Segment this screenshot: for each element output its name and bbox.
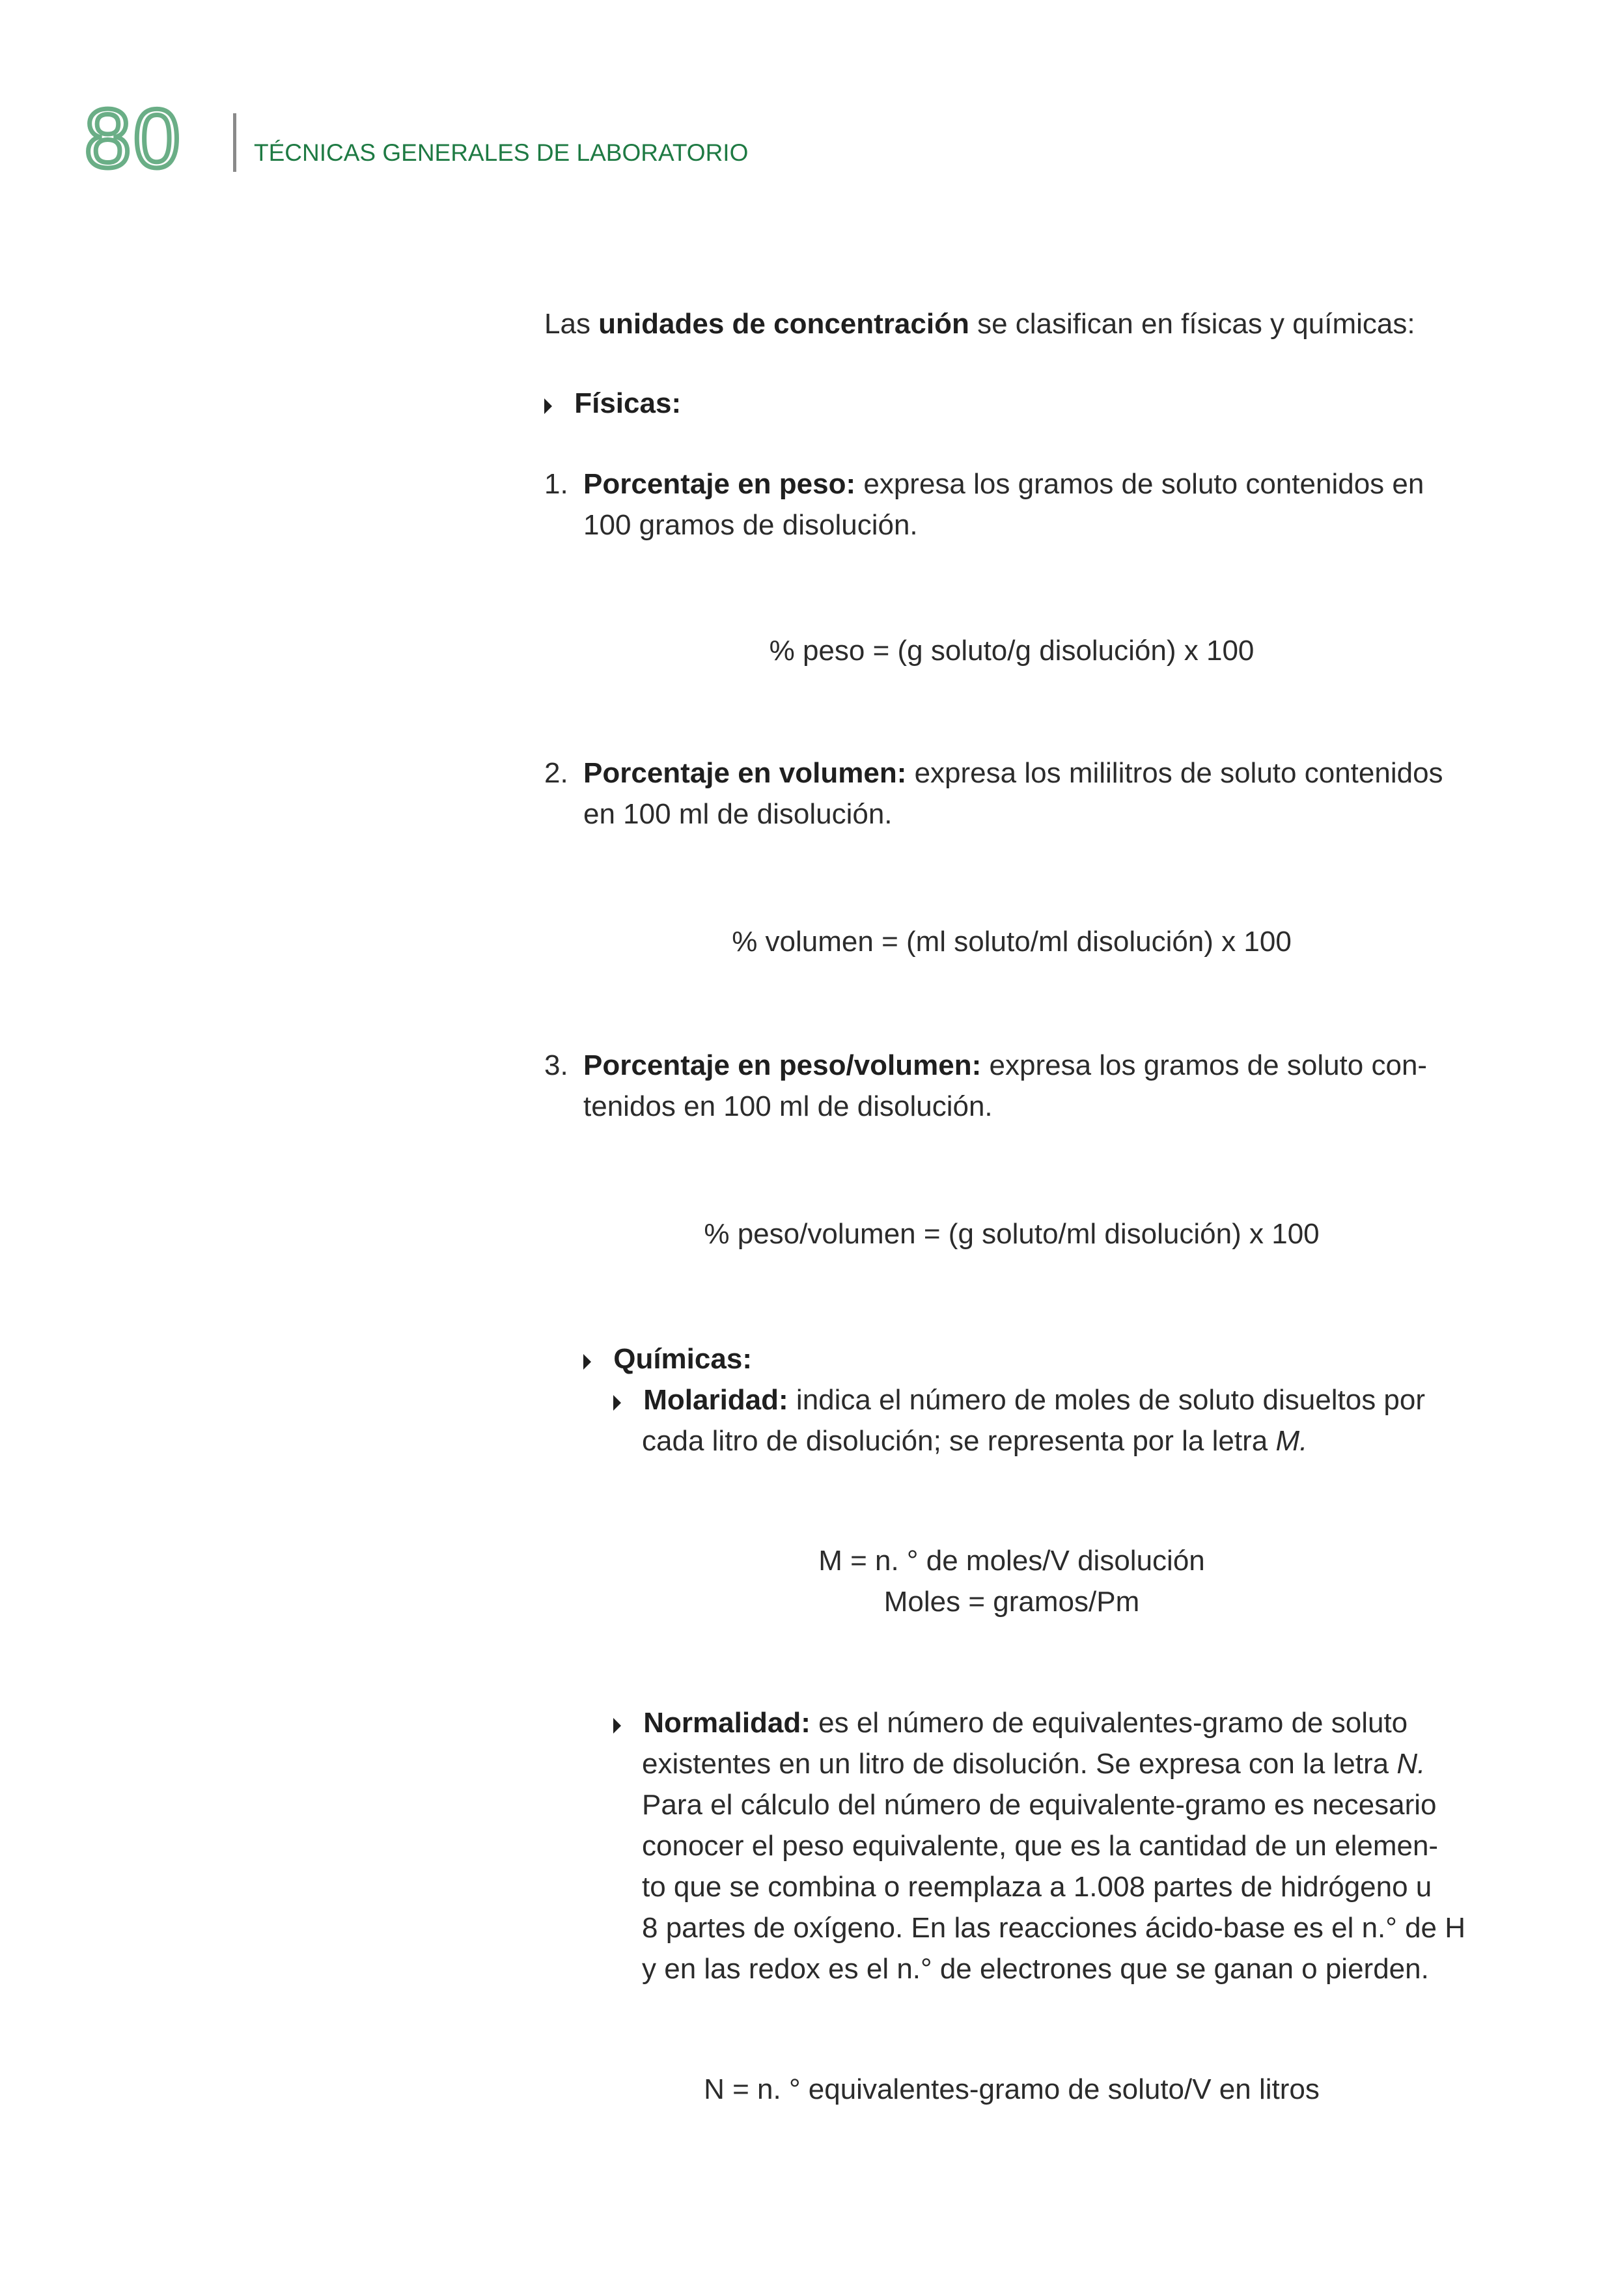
molaridad-letter: M. [1275,1425,1308,1457]
intro-bold-term: unidades de concentración [598,308,969,340]
item-line-2: tenidos en 100 ml de disolución. [583,1090,993,1122]
formula: Moles = gramos/Pm [883,1586,1140,1618]
item-text: expresa los gramos de soluto con- [981,1049,1428,1081]
item-title: Porcentaje en volumen: [583,757,907,789]
normalidad-letter: N. [1396,1748,1426,1780]
page-number: 80 [85,92,183,186]
bullet-icon [613,1718,621,1734]
normalidad-title: Normalidad: [643,1707,811,1739]
quimicas-heading [583,1338,752,1379]
fisicas-label: Físicas: [574,387,682,419]
item-text: expresa los gramos de soluto contenidos en [855,468,1424,500]
normalidad-line-1 [613,1702,1408,1743]
formula: % peso = (g soluto/g disolución) x 100 [769,635,1255,667]
item-line-1 [583,753,1443,794]
normalidad-line: conocer el peso equivalente, que es la cantidad de un elemen- [642,1830,1439,1862]
molaridad-line-2 [642,1420,1307,1461]
formula: % peso/volumen = (g soluto/ml disolución) x 100 [704,1218,1320,1250]
molaridad-text-2: cada litro de disolución; se representa por la letra [642,1425,1276,1457]
chevron-right-icon [544,398,552,414]
header-divider [233,113,236,172]
normalidad-line-2 [642,1743,1425,1784]
item-line-2: 100 gramos de disolución. [583,509,918,541]
normalidad-line: Para el cálculo del número de equivalente-gramo es necesario [642,1789,1437,1821]
item-text: expresa los mililitros de soluto contenidos [906,757,1443,789]
fisicas-heading [544,383,681,424]
item-title: Porcentaje en peso/volumen: [583,1049,982,1081]
formula: N = n. ° equivalentes-gramo de soluto/V en litros [704,2073,1320,2105]
item-title: Porcentaje en peso: [583,468,856,500]
intro-paragraph [544,303,1415,344]
quimicas-label: Químicas: [613,1343,752,1375]
bullet-icon [613,1395,621,1411]
normalidad-line: y en las redox es el n.° de electrones que se ganan o pierden. [642,1953,1429,1985]
item-line-1 [583,463,1479,505]
formula: % volumen = (ml soluto/ml disolución) x 100 [732,926,1292,958]
item-number: 2. [544,757,568,789]
molaridad-text: indica el número de moles de soluto disueltos por [788,1384,1426,1416]
molaridad-title: Molaridad: [643,1384,788,1416]
intro-text-pre: Las [544,308,599,340]
normalidad-line: 8 partes de oxígeno. En las reacciones ácido-base es el n.° de H [642,1912,1466,1944]
item-number: 3. [544,1049,568,1081]
formula: M = n. ° de moles/V disolución [818,1545,1205,1577]
chapter-title: TÉCNICAS GENERALES DE LABORATORIO [254,139,749,166]
chevron-right-icon [583,1354,591,1370]
molaridad-line-1 [613,1379,1425,1420]
item-line-2: en 100 ml de disolución. [583,798,893,830]
normalidad-line: to que se combina o reemplaza a 1.008 partes de hidrógeno u [642,1871,1432,1903]
normalidad-text: es el número de equivalentes-gramo de soluto [810,1707,1408,1739]
item-line-1 [583,1045,1427,1086]
normalidad-text-2: existentes en un litro de disolución. Se expresa con la letra [642,1748,1397,1780]
item-number: 1. [544,468,568,500]
intro-text-post: se clasifican en físicas y químicas: [969,308,1415,340]
